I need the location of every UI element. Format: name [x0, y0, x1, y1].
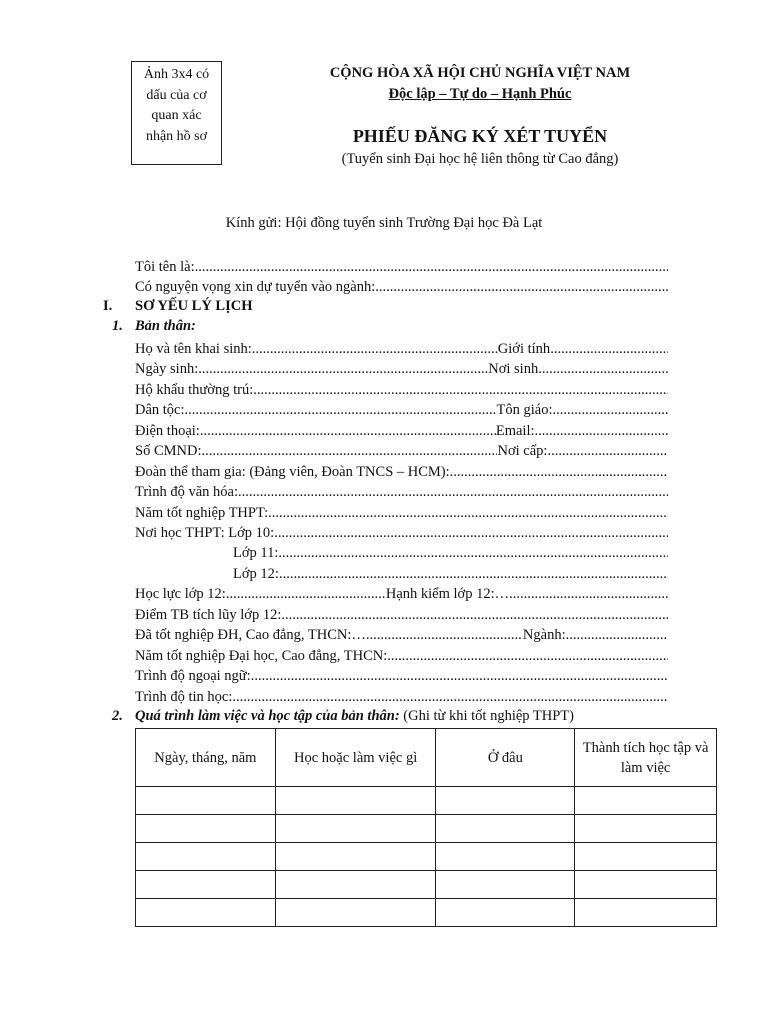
grad-year-row[interactable]	[135, 646, 668, 666]
gpa-row[interactable]	[135, 605, 668, 625]
section-title: SƠ YẾU LÝ LỊCH	[135, 298, 253, 314]
subsection-number: 1.	[112, 318, 123, 334]
table-cell[interactable]	[136, 787, 276, 815]
gpa-label: Điểm TB tích lũy lớp 12:	[135, 607, 282, 623]
ethnicity-label: Dân tộc:	[135, 402, 185, 418]
grade11-label: Lớp 11:	[233, 545, 279, 561]
academic-label: Học lực lớp 12:	[135, 586, 226, 602]
culture-label: Trình độ văn hóa:	[135, 484, 238, 500]
subsection-title: Bản thân:	[135, 318, 196, 334]
fullname-gender-row[interactable]	[135, 339, 668, 359]
table-cell[interactable]	[275, 871, 436, 899]
table-cell[interactable]	[575, 843, 717, 871]
grad-year-label: Năm tốt nghiệp Đại học, Cao đẳng, THCN:	[135, 648, 388, 664]
id-card-label: Số CMND:	[135, 443, 202, 459]
email-label: Email:	[495, 423, 535, 439]
residence-label: Hộ khẩu thường trú:	[135, 382, 254, 398]
hs-place-label: Nơi học THPT: Lớp 10:	[135, 525, 275, 541]
table-row	[136, 899, 717, 927]
language-label: Trình độ ngoại ngữ:	[135, 668, 251, 684]
table-row	[136, 787, 717, 815]
table-cell[interactable]	[436, 899, 575, 927]
grade12-row[interactable]	[233, 564, 668, 584]
subsection-number: 2.	[112, 708, 123, 724]
birthplace-label: Nơi sinh	[488, 361, 539, 377]
table-row	[136, 871, 717, 899]
gender-label: Giới tính	[497, 341, 551, 357]
issued-by-label: Nơi cấp:	[497, 443, 548, 459]
conduct-label: Hạnh kiểm lớp 12:…	[385, 586, 510, 602]
photo-box-line: dấu của cơ	[146, 87, 207, 103]
table-cell[interactable]	[136, 843, 276, 871]
union-row[interactable]	[135, 462, 668, 482]
photo-box-line: quan xác	[151, 108, 202, 123]
table-cell[interactable]	[136, 871, 276, 899]
form-subtitle: (Tuyển sinh Đại học hệ liên thông từ Cao đẳng)	[341, 151, 619, 167]
table-row	[136, 843, 717, 871]
hs-grad-year-label: Năm tốt nghiệp THPT:	[135, 505, 269, 521]
table-row	[136, 815, 717, 843]
table-cell[interactable]	[275, 815, 436, 843]
photo-box-line: nhận hồ sơ	[145, 128, 208, 144]
fullname-label: Họ và tên khai sinh:	[135, 341, 252, 357]
column-header: Thành tích học tập và làm việc	[575, 729, 717, 787]
photo-box-line: Ảnh 3x4 có	[143, 67, 210, 82]
ethnicity-religion-row[interactable]	[135, 400, 668, 420]
table-cell[interactable]	[436, 871, 575, 899]
subsection-title-text: Quá trình làm việc và học tập của bản thân:	[135, 708, 400, 724]
column-header: Học hoặc làm việc gì	[275, 729, 436, 787]
field-label: Ngành:	[522, 627, 566, 643]
table-header-row	[136, 729, 717, 787]
column-header: Ở đâu	[436, 729, 575, 787]
culture-row[interactable]	[135, 482, 668, 502]
academic-conduct-row[interactable]	[135, 584, 668, 604]
it-row[interactable]	[135, 687, 668, 707]
subsection-title	[135, 708, 574, 725]
table-cell[interactable]	[275, 843, 436, 871]
grade12-label: Lớp 12:	[233, 566, 279, 582]
table-cell[interactable]	[575, 815, 717, 843]
grade11-row[interactable]	[233, 543, 668, 563]
table-cell[interactable]	[575, 871, 717, 899]
dob-label: Ngày sinh:	[135, 361, 199, 377]
dob-birthplace-row[interactable]	[135, 359, 668, 379]
union-label: Đoàn thể tham gia: (Đảng viên, Đoàn TNCS – HCM):	[135, 464, 450, 480]
column-header: Ngày, tháng, năm	[136, 729, 276, 787]
motto-heading: Độc lập – Tự do – Hạnh Phúc	[388, 86, 572, 102]
subsection-note: (Ghi từ khi tốt nghiệp THPT)	[399, 708, 574, 724]
name-field[interactable]	[135, 257, 668, 277]
name-label: Tôi tên là:	[135, 259, 195, 275]
photo-placeholder-box	[131, 61, 222, 165]
graduated-label: Đã tốt nghiệp ĐH, Cao đẳng, THCN:…	[135, 627, 366, 643]
form-title: PHIẾU ĐĂNG KÝ XÉT TUYỂN	[352, 126, 608, 146]
table-cell[interactable]	[436, 787, 575, 815]
language-row[interactable]	[135, 666, 668, 686]
hs-place-grade10-row[interactable]	[135, 523, 668, 543]
idcard-issued-row[interactable]	[135, 441, 668, 461]
phone-email-row[interactable]	[135, 421, 668, 441]
hs-grad-year-row[interactable]	[135, 503, 668, 523]
it-label: Trình độ tin học:	[135, 689, 233, 705]
table-cell[interactable]	[575, 787, 717, 815]
table-cell[interactable]	[436, 843, 575, 871]
table-cell[interactable]	[575, 899, 717, 927]
major-label: Có nguyện vọng xin dự tuyển vào ngành:	[135, 279, 376, 295]
nation-heading: CỘNG HÒA XÃ HỘI CHỦ NGHĨA VIỆT NAM	[329, 65, 631, 81]
major-field[interactable]	[135, 277, 668, 297]
greeting-line: Kính gửi: Hội đồng tuyển sinh Trường Đại học Đà Lạt	[225, 215, 543, 231]
religion-label: Tôn giáo:	[496, 402, 553, 418]
phone-label: Điện thoại:	[135, 423, 200, 439]
table-cell[interactable]	[275, 899, 436, 927]
residence-row[interactable]	[135, 380, 668, 400]
table-cell[interactable]	[136, 815, 276, 843]
section-number: I.	[103, 298, 113, 314]
table-cell[interactable]	[275, 787, 436, 815]
history-table	[135, 728, 717, 927]
table-cell[interactable]	[436, 815, 575, 843]
table-cell[interactable]	[136, 899, 276, 927]
graduated-field-row[interactable]	[135, 625, 668, 645]
